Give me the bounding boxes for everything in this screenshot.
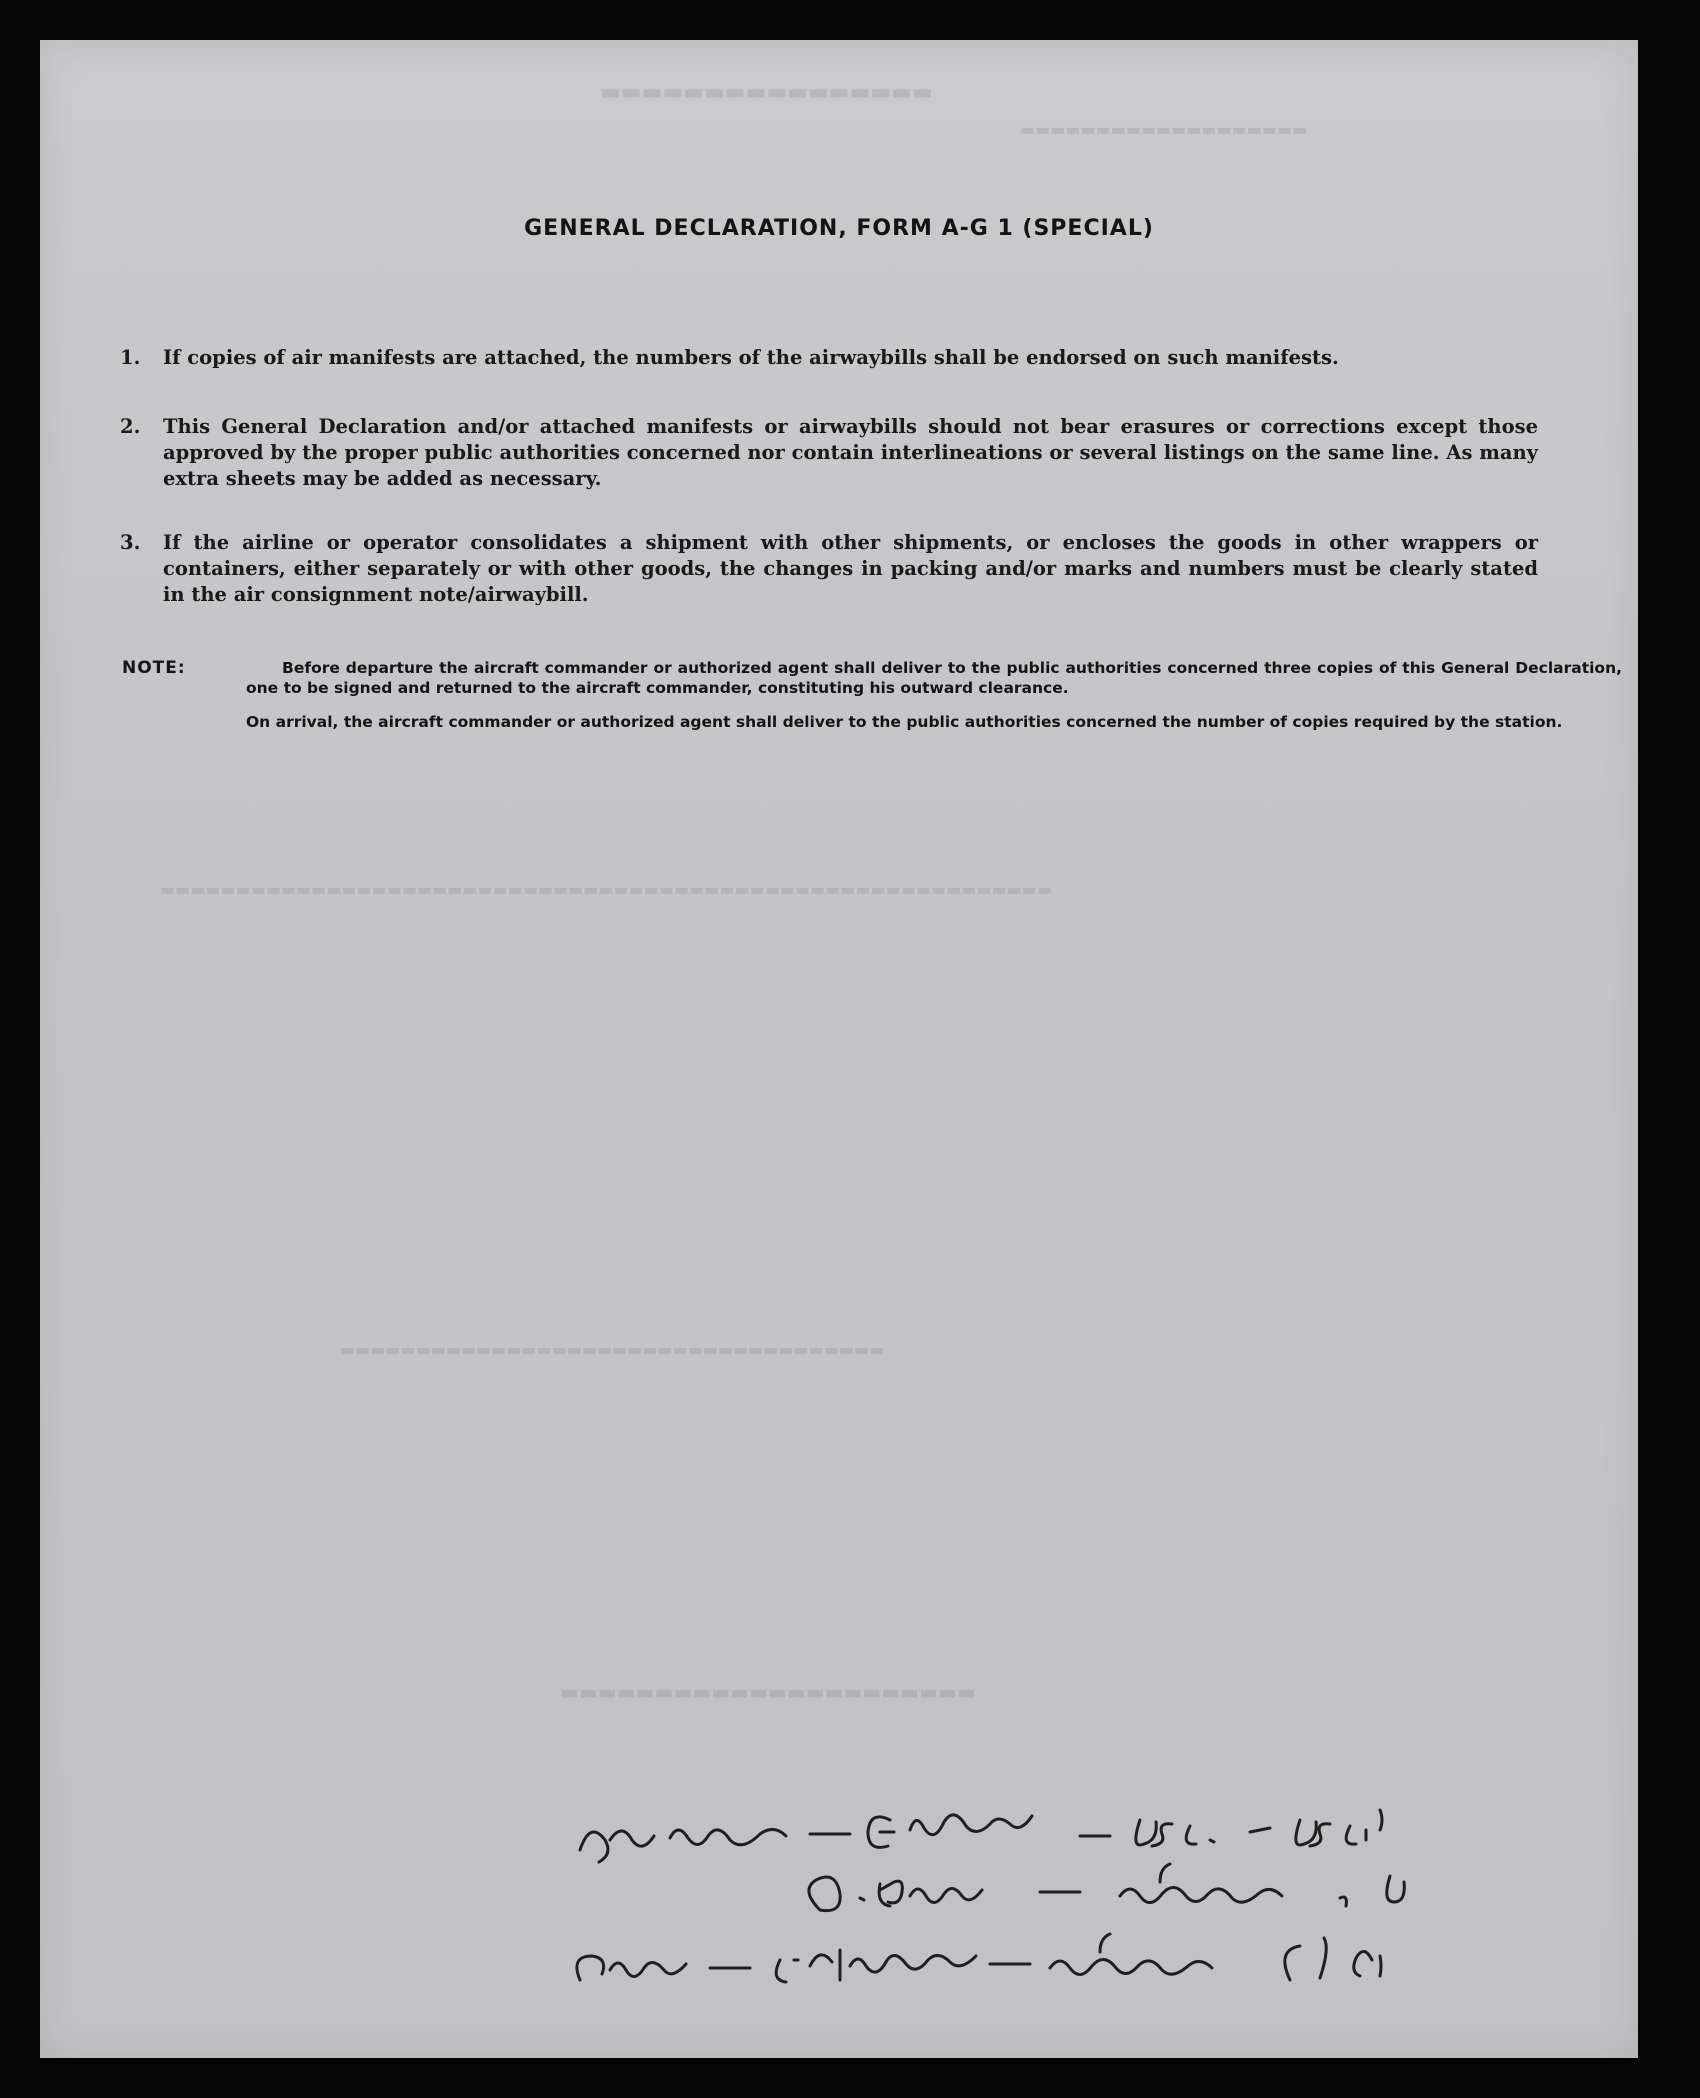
- bleed-through-mark: ▬▬▬▬▬▬▬▬▬▬▬▬▬▬▬▬▬▬▬▬▬▬: [560, 1680, 976, 1704]
- note-paragraph-departure: Before departure the aircraft commander or authorized agent shall deliver to the public authorities concerned three copies of this General Declaration, one to be signed and returned to the aircraft commander, constituting his outward clearance.: [246, 659, 1622, 697]
- item-text: This General Declaration and/or attached manifests or airwaybills should not bear erasures or corrections except those approved by the proper public authorities concerned nor contain interlineations or several listings on the same line. As many extra sheets may be added as necessary.: [163, 415, 1538, 490]
- item-number: 3.: [120, 531, 141, 554]
- bleed-through-mark: ▬▬▬▬▬▬▬▬▬▬▬▬▬▬▬▬▬▬▬: [1020, 120, 1308, 139]
- document-page: [40, 40, 1638, 2058]
- bleed-through-mark: ▬▬▬▬▬▬▬▬▬▬▬▬▬▬▬▬▬▬▬▬▬▬▬▬▬▬▬▬▬▬▬▬▬▬▬▬: [340, 1340, 885, 1359]
- item-text: If the airline or operator consolidates a shipment with other shipments, or encloses the goods in other wrappers or containers, either separately or with other goods, the changes in packing and/or marks and numbers must be clearly stated in the air consignment note/airwaybill.: [163, 531, 1538, 606]
- instruction-item-3: [120, 530, 1538, 608]
- item-text: If copies of air manifests are attached, the numbers of the airwaybills shall be endorsed on such manifests.: [163, 346, 1339, 369]
- handwritten-annotation: [560, 1780, 1638, 2040]
- handwriting-scribble: [560, 1780, 1638, 2040]
- document-title: GENERAL DECLARATION, FORM A-G 1 (SPECIAL): [524, 216, 1154, 241]
- item-number: 2.: [120, 415, 141, 438]
- instruction-item-1: [120, 345, 1538, 371]
- item-number: 1.: [120, 346, 141, 369]
- note-label: NOTE:: [122, 658, 186, 678]
- bleed-through-mark: ▬▬▬▬▬▬▬▬▬▬▬▬▬▬▬▬▬▬▬▬▬▬▬▬▬▬▬▬▬▬▬▬▬▬▬▬▬▬▬▬▬▬▬▬▬▬▬▬▬▬▬▬▬▬▬▬▬▬▬: [160, 880, 1052, 899]
- instruction-item-2: [120, 414, 1538, 492]
- bleed-through-mark: ▬▬▬▬▬▬▬▬▬▬▬▬▬▬▬▬: [600, 80, 933, 105]
- note-paragraph-arrival: On arrival, the aircraft commander or authorized agent shall deliver to the public authorities concerned the number of copies required by the station.: [246, 713, 1563, 731]
